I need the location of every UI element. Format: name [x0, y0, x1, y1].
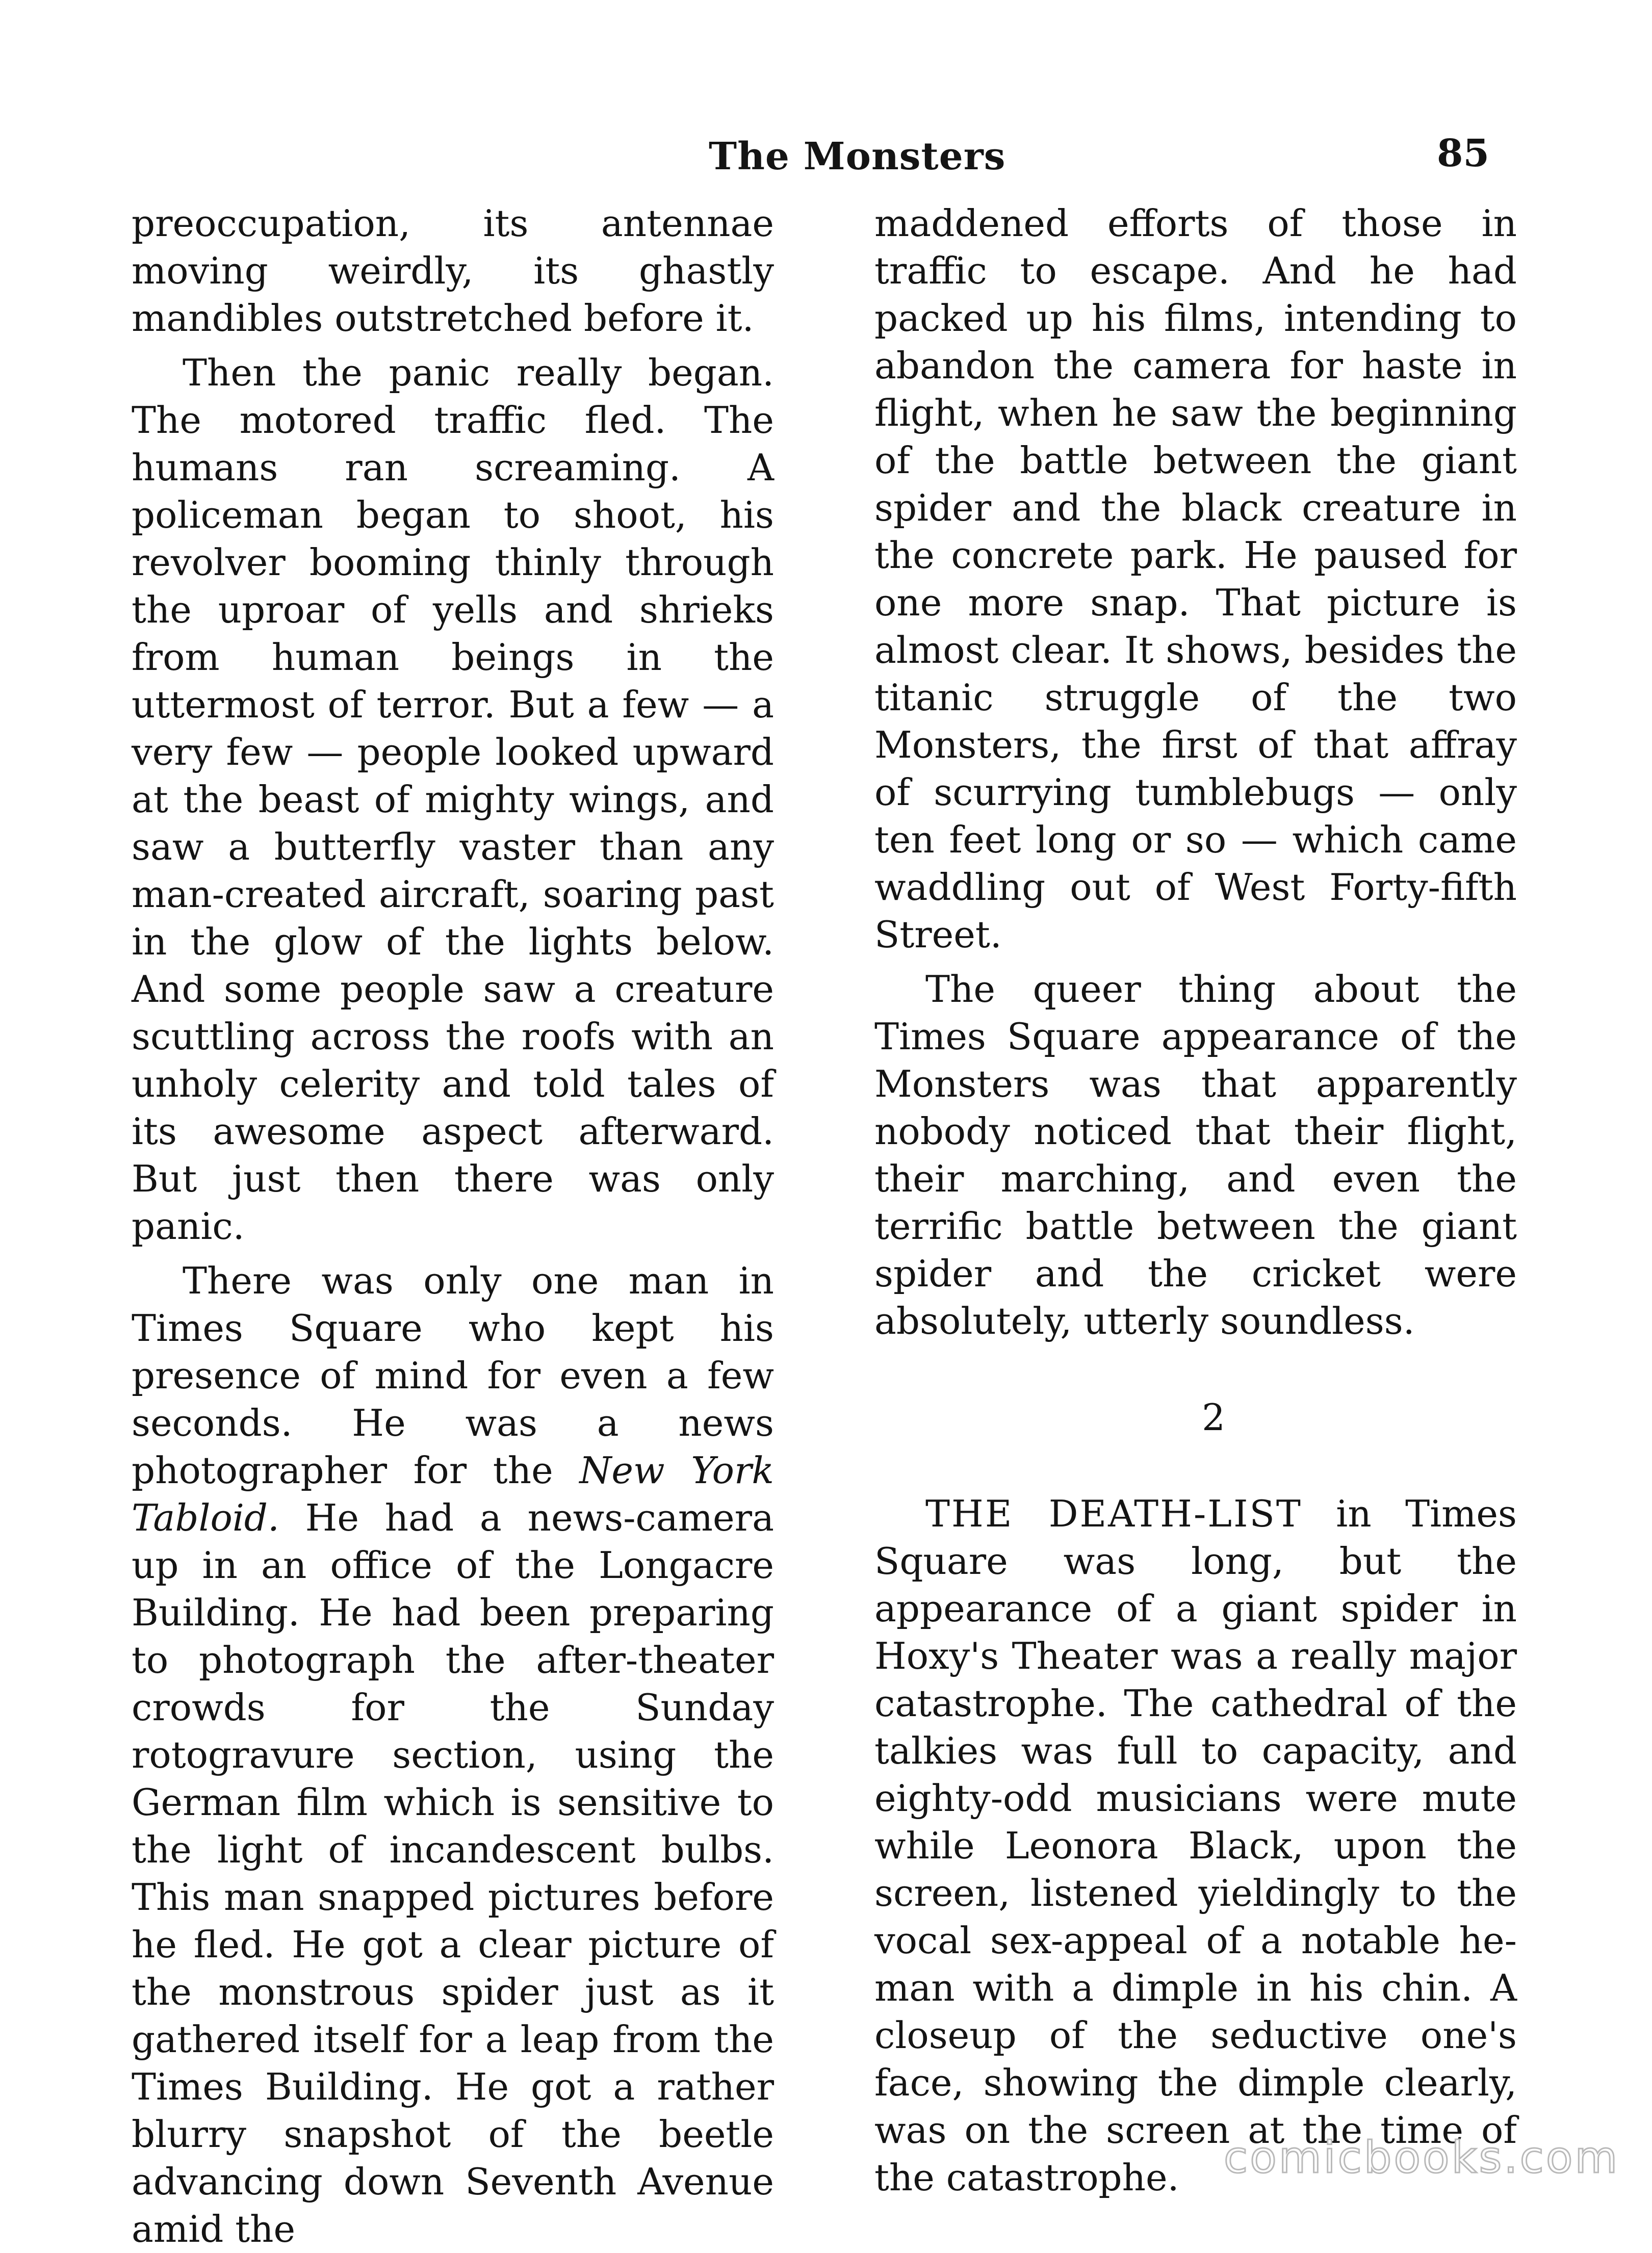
left-column — [132, 200, 774, 2253]
section-lead-caps: THE DEATH-LIST — [925, 1492, 1302, 1535]
paragraph-text: He had a news-camera up in an office of the Longacre Building. He had been preparing to photograph the after-theater crowds for the Sunday rotogravure section, using the German film which is sensitive to the light of incandescent bulbs. This man snapped pictures before he fled. He got a clear picture of the monstrous spider just as it gathered itself for a leap from the Times Building. He got a rather blurry snapshot of the beetle advancing down Seventh Avenue amid the — [132, 1496, 774, 2250]
newspaper-title: New York Tabloid. — [132, 1449, 774, 1539]
page-number: 85 — [1437, 132, 1489, 175]
right-paragraph-1: maddened efforts of those in traffic to escape. And he had packed up his films, intending to abandon the camera for haste in flight, when he saw the beginning of the battle between the giant spider and the black creature in the concrete park. He paused for one more snap. That picture is almost clear. It shows, besides the titanic struggle of the two Monsters, the first of that affray of scurrying tumblebugs — only ten feet long or so — which came waddling out of West Forty-fifth Street. — [874, 202, 1517, 956]
left-paragraph-3 — [132, 1257, 774, 2253]
running-head-title: The Monsters — [709, 135, 1006, 178]
paragraph-text: in Times Square was long, but the appearance of a giant spider in Hoxy's Theater was a really major catastrophe. The cathedral of the talkies was full to capacity, and eighty-odd musicians were mute while Leonora Black, upon the screen, listened yieldingly to the vocal sex-appeal of a notable he-man with a dimple in his chin. A closeup of the seductive one's face, showing the dimple clearly, was on the screen at the time of the catastrophe. — [874, 1492, 1517, 2199]
paragraph-text: There was only one man in Times Square who kept his presence of mind for even a few seconds. He was a news photographer for the — [132, 1259, 774, 1492]
running-head — [0, 128, 1652, 185]
right-paragraph-2: The queer thing about the Times Square appearance of the Monsters was that apparently nobody noticed that their flight, their marching, and even the terrific battle between the giant spider and the cricket were absolutely, utterly soundless. — [874, 968, 1517, 1342]
left-paragraph-1: preoccupation, its antennae moving weirdly, its ghastly mandibles outstretched before it. — [132, 202, 774, 340]
left-paragraph-2: Then the panic really began. The motored traffic fled. The humans ran screaming. A policeman began to shoot, his revolver booming thinly through the uproar of yells and shrieks from human beings in the uttermost of terror. But a few — a very few — people looked upward at the beast of mighty wings, and saw a butterfly vaster than any man-created aircraft, soaring past in the glow of the lights below. And some people saw a creature scuttling across the roofs with an unholy celerity and told tales of its awesome aspect afterward. But just then there was only panic. — [132, 351, 774, 1248]
watermark: comicbooks.com — [1224, 2132, 1620, 2183]
right-column — [874, 200, 1517, 2202]
right-paragraph-3 — [874, 1490, 1517, 2202]
section-number: 2 — [1202, 1396, 1225, 1439]
